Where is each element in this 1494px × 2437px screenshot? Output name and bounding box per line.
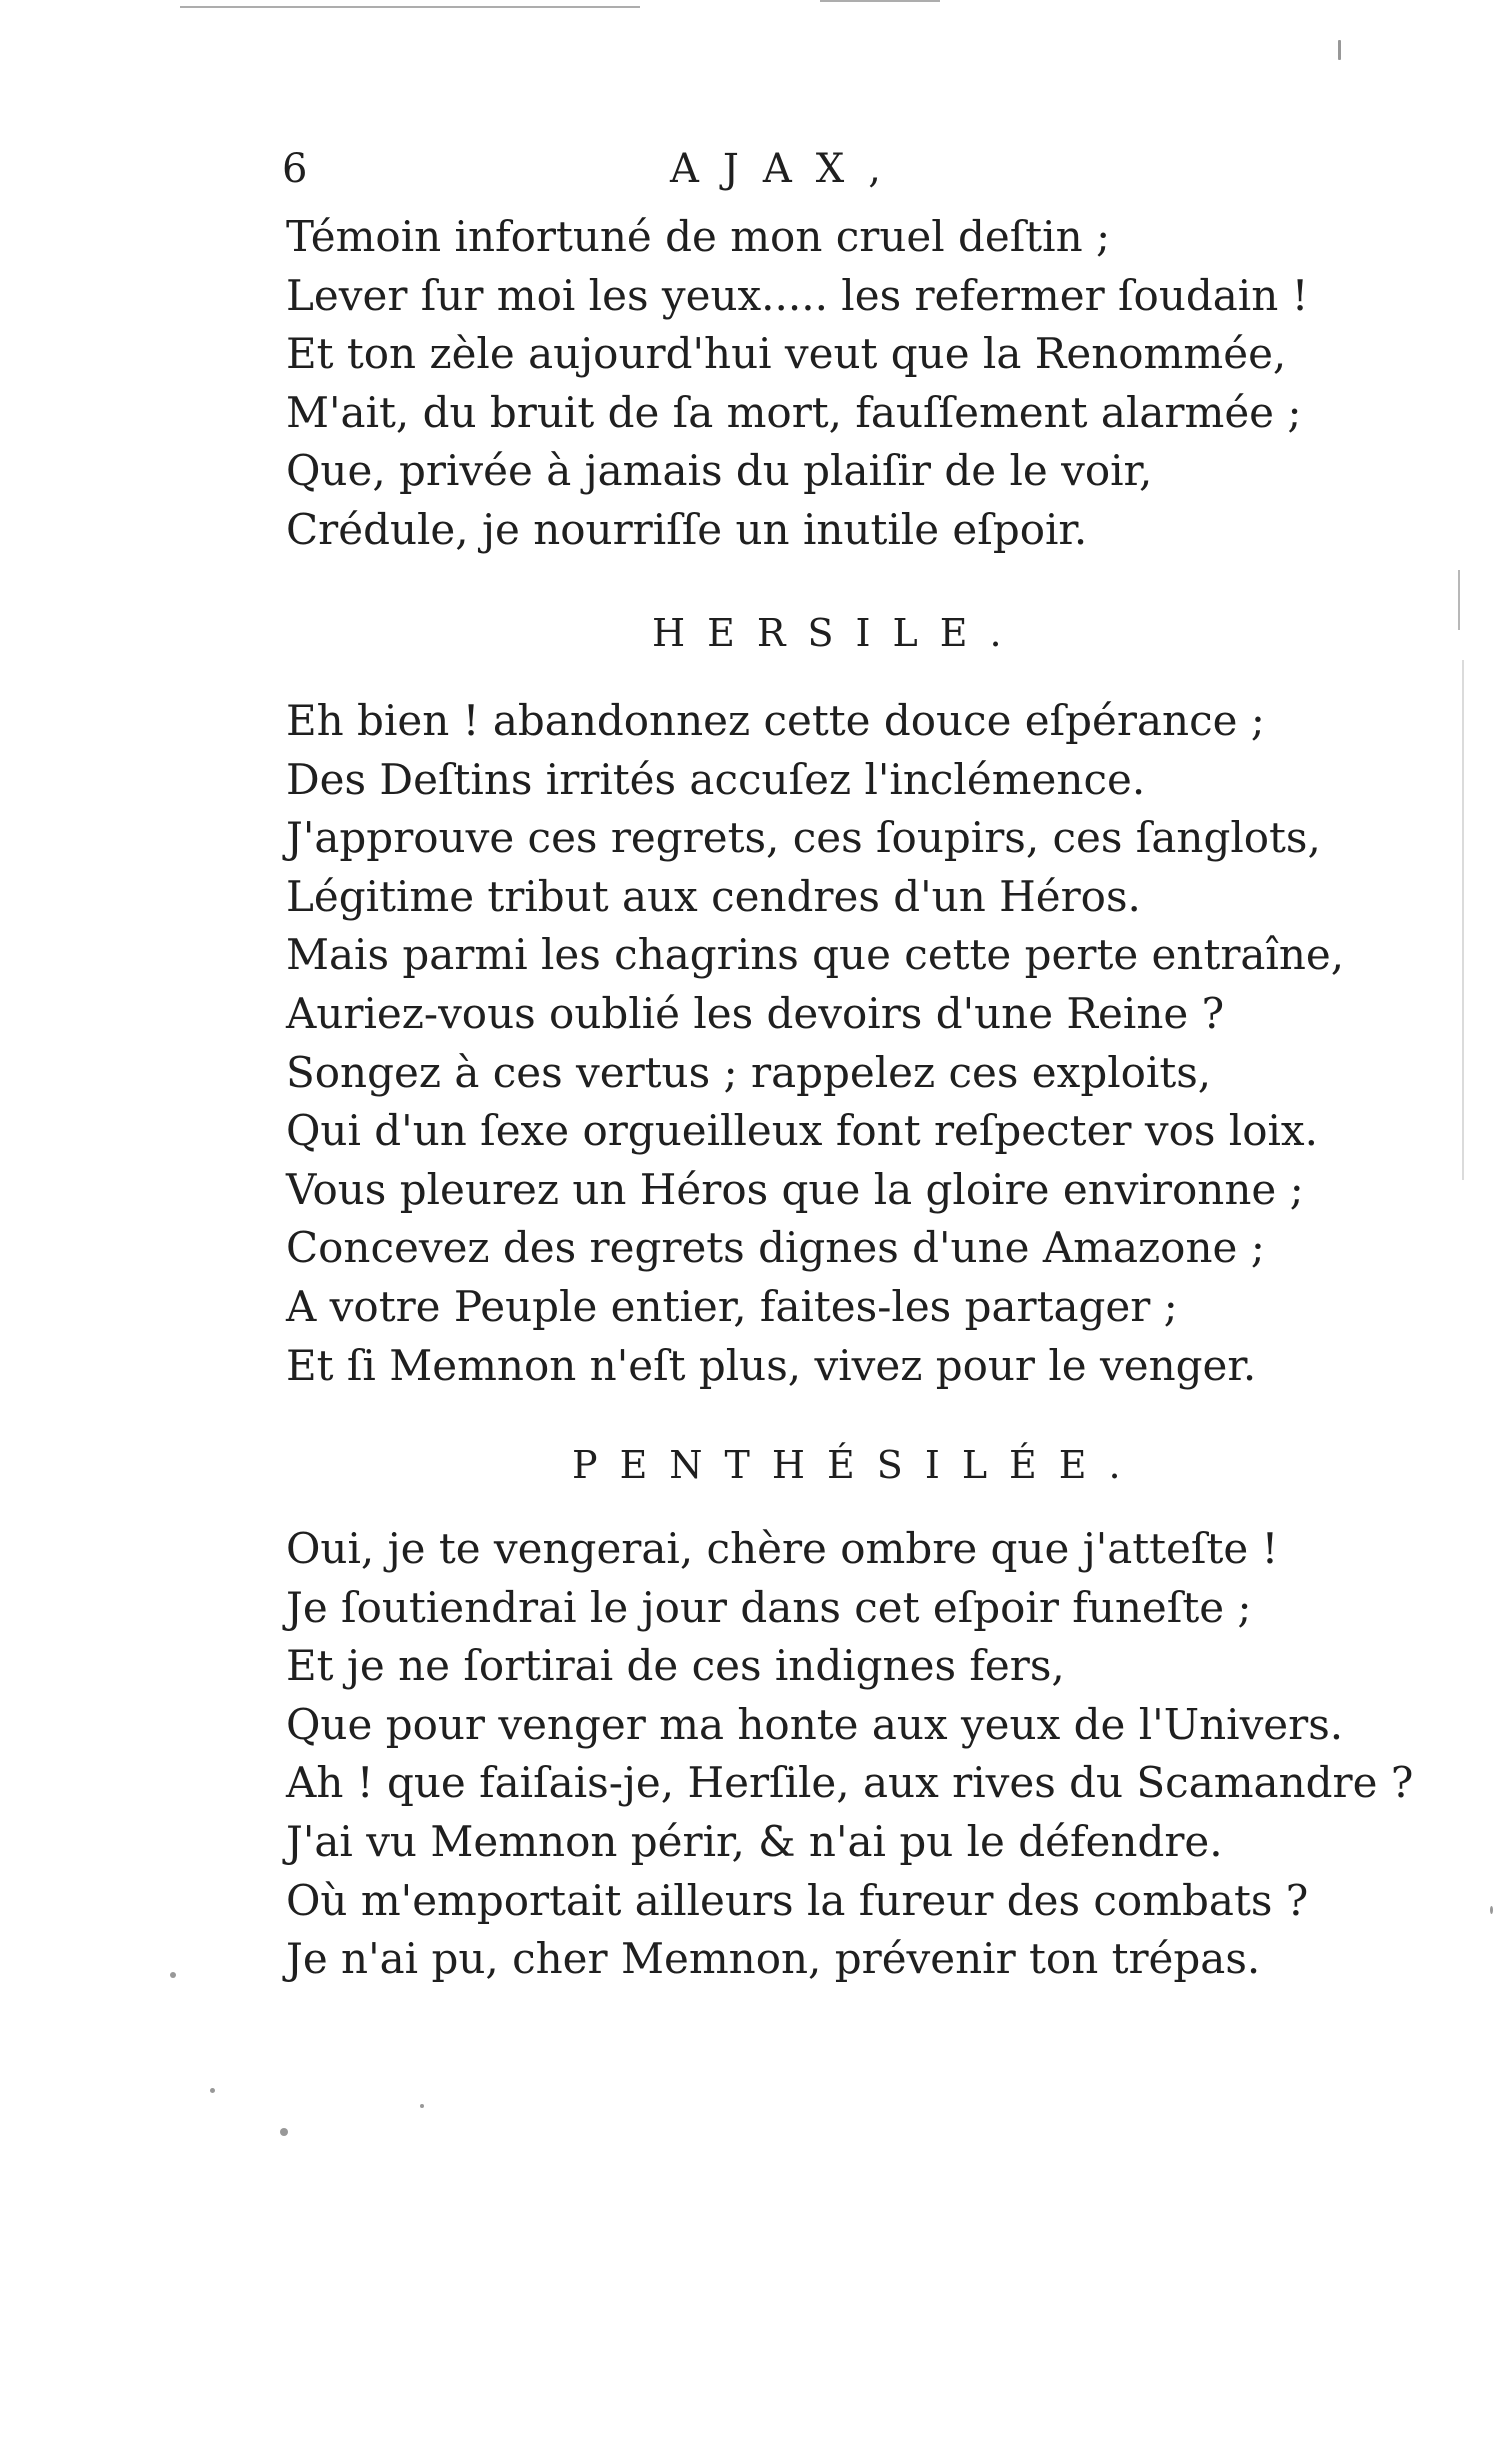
ink-speck	[420, 2104, 424, 2108]
running-header	[282, 144, 1042, 194]
ink-speck	[1490, 1906, 1493, 1914]
ink-speck	[1338, 40, 1341, 60]
verse-line: Et je ne ſortirai de ces indignes fers,	[286, 1641, 1065, 1691]
verse-block-3	[286, 1520, 1413, 1989]
verse-line: Crédule, je nourriſſe un inutile eſpoir.	[286, 504, 1088, 554]
speaker-heading-hersile: HERSILE.	[652, 611, 1024, 655]
verse-line: Vous pleurez un Héros que la gloire environne ;	[286, 1164, 1304, 1214]
verse-line: Lever ſur moi les yeux..... les refermer ſoudain !	[286, 270, 1309, 320]
verse-line: Et ton zèle aujourd'hui veut que la Renommée,	[286, 329, 1287, 379]
verse-line: Je ſoutiendrai le jour dans cet eſpoir funeſte ;	[286, 1582, 1252, 1632]
verse-block-2	[286, 692, 1344, 1395]
top-edge-rule	[180, 6, 640, 8]
verse-line: A votre Peuple entier, faites-les partager ;	[286, 1281, 1178, 1331]
verse-block-1	[286, 208, 1309, 560]
verse-line: Je n'ai pu, cher Memnon, prévenir ton trépas.	[286, 1934, 1261, 1984]
page-number: 6	[282, 146, 308, 192]
verse-line: J'ai vu Memnon périr, & n'ai pu le défendre.	[286, 1816, 1223, 1866]
verse-line: Légitime tribut aux cendres d'un Héros.	[286, 871, 1141, 921]
verse-line: Et ſi Memnon n'eſt plus, vivez pour le venger.	[286, 1340, 1257, 1390]
right-margin-mark	[1462, 660, 1464, 1180]
verse-line: Songez à ces vertus ; rappelez ces exploits,	[286, 1047, 1212, 1097]
verse-line: Qui d'un ſexe orgueilleux font reſpecter vos loix.	[286, 1106, 1318, 1156]
running-title: AJAX,	[670, 146, 905, 192]
verse-line: Ah ! que faiſais-je, Herſile, aux rives du Scamandre ?	[286, 1758, 1414, 1808]
verse-line: M'ait, du bruit de ſa mort, fauſſement alarmée ;	[286, 387, 1302, 437]
top-edge-rule-right	[820, 0, 940, 2]
verse-line: J'approuve ces regrets, ces ſoupirs, ces ſanglots,	[286, 813, 1321, 863]
ink-speck	[170, 1972, 176, 1978]
verse-line: Où m'emportait ailleurs la fureur des combats ?	[286, 1875, 1309, 1925]
verse-line: Que, privée à jamais du plaiſir de le voir,	[286, 446, 1153, 496]
verse-line: Eh bien ! abandonnez cette douce eſpérance ;	[286, 696, 1265, 745]
verse-line: Auriez-vous oublié les devoirs d'une Reine ?	[286, 988, 1225, 1038]
ink-speck	[210, 2088, 215, 2093]
verse-line: Concevez des regrets dignes d'une Amazone ;	[286, 1223, 1265, 1273]
speaker-heading-penthesilee: PENTHÉSILÉE.	[572, 1443, 1143, 1487]
verse-line: Des Deſtins irrités accuſez l'inclémence.	[286, 754, 1146, 804]
right-margin-mark	[1458, 570, 1460, 630]
verse-line: Témoin infortuné de mon cruel deſtin ;	[286, 212, 1111, 261]
verse-line: Que pour venger ma honte aux yeux de l'Univers.	[286, 1699, 1344, 1749]
verse-line: Mais parmi les chagrins que cette perte entraîne,	[286, 930, 1345, 980]
verse-line: Oui, je te vengerai, chère ombre que j'atteſte !	[286, 1524, 1279, 1573]
ink-speck	[280, 2128, 288, 2136]
